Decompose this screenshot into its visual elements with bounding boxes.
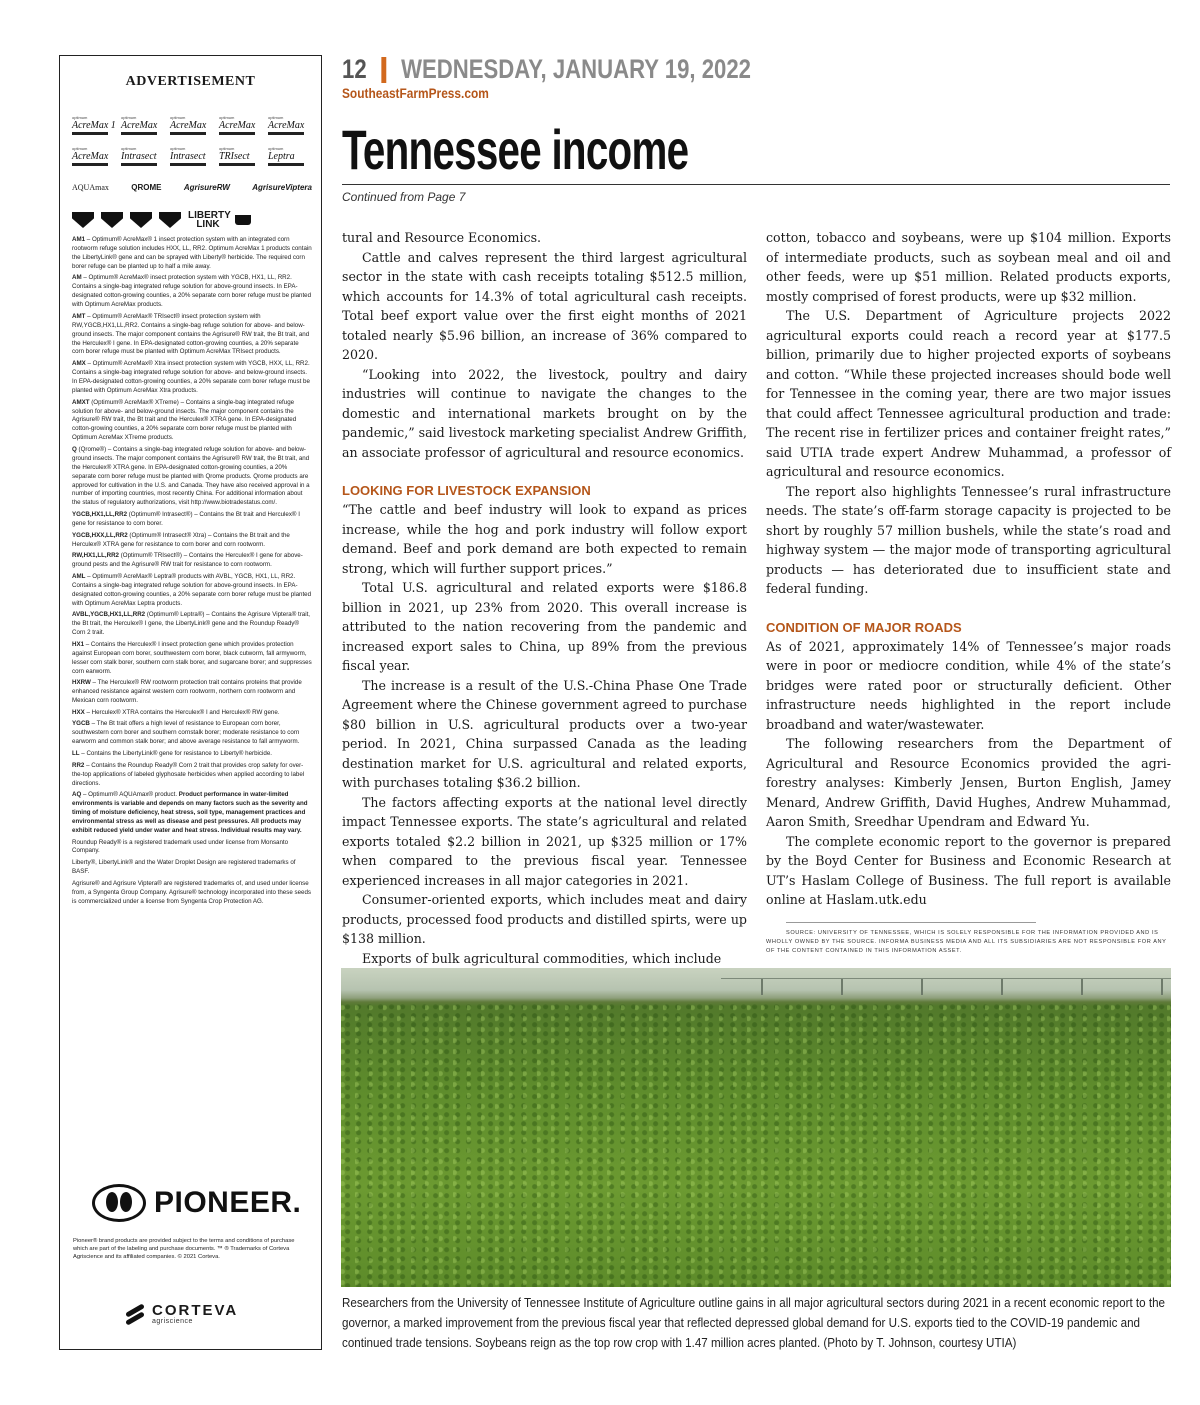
legal-text: – Contains the Roundup Ready® Corn 2 trait that provides crop safety for over-the-top applications of labeled glyphosate herbicides when applied according to label directions. — [72, 761, 305, 787]
logo-underline — [268, 132, 304, 135]
legal-text: – Optimum® AcreMax® insect protection system with YGCB, HX1, LL, RR2. Contains a single-bag integrated refuge solution for above-ground insects. In EPA-designated cotton-growing counties, a 20% separate corn borer refuge must be planted with Optimum AcreMax products. — [72, 274, 312, 309]
logo-underline — [72, 163, 108, 166]
legal-text: – Optimum® AcreMax® Leptra® products with AVBL, YGCB, HX1, LL, RR2. Contains a single-bag integrated refuge solution for above-ground insects. In EPA-designated cotton-growing counties, a 20% separate corn borer refuge must be planted with Optimum AcreMax Leptra products. — [72, 572, 312, 607]
legal-code: AMXT — [72, 398, 90, 406]
legal-entry — [72, 611, 312, 638]
article-paragraph: The complete economic report to the governor is prepared by the Boyd Center for Business and Economic Research at UT’s Haslam College of Business. The full report is available online at Haslam.utk.edu — [766, 833, 1171, 907]
page-header — [342, 54, 1170, 101]
product-logo-name: AcreMax — [121, 119, 158, 131]
product-logo — [219, 147, 263, 166]
legal-entry — [72, 679, 312, 706]
page-number: 12 — [342, 54, 367, 84]
product-logo-name: AcreMax — [72, 150, 109, 162]
product-logo-name: TRIsect — [219, 150, 250, 162]
corteva-wordmark: CORTEVA — [152, 1302, 239, 1319]
product-logo-name: AcreMax — [170, 119, 207, 131]
optimum-tag: optimum — [219, 145, 235, 151]
source-rule — [786, 922, 1036, 923]
trait-shield-icon — [101, 212, 123, 228]
agrisure-rw-logo: AgrisureRW — [183, 182, 230, 192]
optimum-tag: optimum — [121, 114, 137, 120]
legal-entry — [72, 839, 312, 857]
logo-underline — [268, 163, 304, 166]
legal-text: – Optimum® AQUAmax® product. — [81, 791, 179, 799]
legal-entry — [72, 859, 312, 877]
legal-text: (Qrome®) – Contains a single-bag integrated refuge solution for above- and below-ground insects. The major component contains the Agrisure® RW trait, the Bt trait, and the Herculex® XTRA gene. In EPA-designated cotton-growing counties, a 20% separate corn borer refuge must be planted with Qrome products. Qrome products are approved for cultivation in the U.S. and Canada. They have also received approval in a number of importing countries, most recently China. For additional information about the status of regulatory authorizations, visit http://www.biotradestatus.com/. — [72, 445, 310, 507]
optimum-tag: optimum — [170, 114, 186, 120]
libertylink-logo: LIBERTY LINK — [188, 210, 231, 230]
soybean-field-photo — [341, 968, 1171, 1287]
issue-date: WEDNESDAY, JANUARY 19, 2022 — [401, 54, 751, 84]
legal-code: YGCB,HXX,LL,RR2 — [72, 531, 128, 539]
optimum-tag: optimum — [121, 145, 137, 151]
legal-text: Agrisure® and Agrisure Viptera® are registered trademarks of, and used under license from, a Syngenta Group Company. Agrisure® technology incorporated into these seeds is commercialized under a license from Syngenta Crop Protection AG. — [72, 879, 312, 905]
legal-code: AVBL,YGCB,HX1,LL,RR2 — [72, 611, 146, 619]
legal-code: AQ — [72, 791, 82, 799]
legal-entry — [72, 274, 312, 310]
source-note: SOURCE: UNIVERSITY OF TENNESSEE, WHICH IS SOLELY RESPONSIBLE FOR THE INFORMATION PROVIDED AND IS WHOLLY OWNED BY THE SOURCE. INFORMA BUSINESS MEDIA AND ALL ITS SUBSIDIARIES ARE NOT RESPONSIBLE FOR ANY OF THE CONTENT CONTAINED IN THIS INFORMATION ASSET. — [766, 929, 1167, 954]
pioneer-oval-icon — [92, 1184, 146, 1222]
legal-entry — [72, 709, 312, 718]
pioneer-logo — [92, 1184, 301, 1222]
legal-code: AML — [72, 572, 86, 580]
logo-underline — [121, 132, 157, 135]
trait-shield-icon — [72, 212, 94, 228]
corteva-subtitle: agriscience — [152, 1318, 193, 1325]
folio — [342, 54, 1021, 85]
trait-icons-row — [72, 207, 312, 233]
advertisement-label: ADVERTISEMENT — [125, 74, 256, 89]
optimum-tag: optimum — [268, 145, 284, 151]
logo-underline — [219, 132, 255, 135]
legal-entry — [72, 511, 312, 529]
aquamax-logo: AQUAmax — [72, 182, 109, 192]
article-paragraph: “Looking into 2022, the livestock, poultry and dairy industries will continue to navigate the changes to the domestic and international markets brought on by the pandemic,” said livestock marketing specialist Andrew Griffith, an associate professor of agricultural and resource economics. — [342, 366, 747, 460]
article-column-1 — [342, 228, 747, 968]
product-logo — [72, 147, 116, 166]
article-paragraph: Exports of bulk agricultural commodities, which include — [362, 950, 722, 966]
legal-text: – The Bt trait offers a high level of resistance to European corn borer, southwestern corn borer and southern cornstalk borer; moderate resistance to corn earworm and common stalk borer; and above average resistance to fall armyworm. — [72, 720, 300, 746]
product-logo-name: Leptra — [268, 150, 295, 162]
optimum-tag: optimum — [72, 114, 88, 120]
product-logo — [170, 116, 214, 135]
legal-entry — [72, 880, 312, 907]
product-logo — [268, 147, 312, 166]
article-paragraph: The factors affecting exports at the national level directly impact Tennessee exports. The state’s agricultural and related exports totaled $2.2 billion in 2021, up $325 million or 17% when compared to the previous fiscal year. Tennessee experienced increases in all major categories in 2021. — [342, 794, 747, 888]
center-pivot-irrigation — [721, 978, 1171, 994]
headline-rule — [342, 184, 1170, 185]
legal-entry — [72, 236, 312, 272]
legal-text: – Herculex® XTRA contains the Herculex® I and Herculex® RW gene. — [84, 708, 280, 716]
trait-shield-icon — [130, 212, 152, 228]
legal-code: HXRW — [72, 679, 91, 687]
article-paragraph: cotton, tobacco and soybeans, were up $104 million. Exports of intermediate products, such as soybean meal and oil and other feeds, were up $51 million. Related products exports, mostly comprised of forest products, were up $32 million. — [766, 230, 1171, 304]
product-logo — [72, 116, 116, 135]
site-url[interactable]: SoutheastFarmPress.com — [342, 85, 489, 101]
article-column-2 — [766, 228, 1171, 956]
legal-entry — [72, 791, 312, 836]
product-logo-name: Intrasect — [170, 150, 206, 162]
legal-text: – Contains the Herculex® I insect protection gene which provides protection against European corn borer, southwestern corn borer, black cutworm, fall armyworm, lesser corn stalk borer, southern corn stalk borer, and sugarcane borer; and suppresses corn earworm. — [72, 640, 312, 675]
logo-underline — [121, 163, 157, 166]
photo-caption: Researchers from the University of Tennessee Institute of Agriculture outline gains in all major agricultural sectors during 2021 in a recent economic report to the governor, a marked improvement from the previous fiscal year that reflected depressed global demand for U.S. exports tied to the COVID-19 pandemic and continued trade tensions. Soybeans reign as the top row crop with 1.47 million acres planted. (Photo by T. Johnson, courtesy UTIA) — [342, 1296, 1166, 1350]
legal-disclaimer — [72, 236, 312, 909]
legal-text: (Optimum® AcreMax® XTreme) – Contains a single-bag integrated refuge solution for above- and below-ground insects. The major component contains the Agrisure® RW trait, the Bt trait and the Herculex® XTRA gene. In EPA-designated cotton-growing counties, a 20% separate corn borer refuge must be planted with Optimum AcreMax XTreme products. — [72, 398, 297, 442]
water-droplet-icon — [235, 215, 251, 225]
product-logo — [121, 116, 165, 135]
corteva-leaf-icon — [124, 1305, 146, 1325]
legal-code: YGCB,HX1,LL,RR2 — [72, 511, 128, 519]
legal-code: Q — [72, 445, 77, 453]
legal-text: – Optimum® AcreMax® TRIsect® insect protection system with RW,YGCB,HX1,LL,RR2. Contains a single-bag refuge solution for above- and below-ground insects. The major component contains the Agrisure® RW trait, the Bt trait, and the Herculex® I gene. In EPA-designated cotton-growing counties, a 20% separate corn borer refuge must be planted with Optimum AcreMax TRIsect products. — [72, 312, 310, 356]
legal-code: RW,HX1,LL,RR2 — [72, 552, 119, 560]
logo-row-intrasect — [72, 145, 312, 167]
optimum-tag: optimum — [170, 145, 186, 151]
legal-entry — [72, 360, 312, 396]
legal-entry — [72, 762, 312, 789]
advertisement-panel — [59, 55, 322, 1350]
optimum-tag: optimum — [72, 145, 88, 151]
product-logo — [170, 147, 214, 166]
article-paragraph: Consumer-oriented exports, which includes meat and dairy products, processed food products and distilled spirts, were up $138 million. — [342, 892, 747, 946]
optimum-tag: optimum — [219, 114, 235, 120]
legal-text: (Optimum® Intrasect®) – Contains the Bt trait and Herculex® I gene for resistance to corn borer. — [72, 511, 300, 527]
headline: Tennessee income — [342, 118, 689, 181]
logo-row-acremax — [72, 114, 312, 136]
article-paragraph: Cattle and calves represent the third largest agricultural sector in the state with cash receipts totaling $512.5 million, which accounts for 14.3% of total agricultural cash receipts. Total beef export value over the first eight months of 2021 totaled nearly $5.96 billion, an increase of 36% compared to 2020. — [342, 249, 747, 362]
legal-text: – Optimum® AcreMax® 1 insect protection system with an integrated corn rootworm refuge solution includes HXX, LL, RR2. Optimum AcreMax 1 products contain the LibertyLink® gene and can be sprayed with Liberty® herbicide. The required corn borer refuge can be planted up to half a mile away. — [72, 236, 312, 270]
legal-code: AM1 — [72, 236, 86, 243]
trait-shield-icon — [159, 212, 181, 228]
legal-entry — [72, 446, 312, 508]
legal-entry — [72, 641, 312, 677]
legal-code: AMT — [72, 312, 86, 320]
folio-divider — [381, 57, 386, 83]
legal-entry — [72, 750, 312, 759]
legal-entry — [72, 313, 312, 358]
legal-code: HX1 — [72, 640, 85, 648]
section-subhead: CONDITION OF MAJOR ROADS — [766, 619, 962, 635]
legal-entry — [72, 552, 312, 570]
article-paragraph: The following researchers from the Department of Agricultural and Resource Economics provided the agri-forestry analyses: Kimberly Jensen, Burton English, Jamey Menard, Andrew Griffith, David Hughes, Andrew Muhammad, Aaron Smith, Sreedhar Upendram and Edward Yu. — [766, 736, 1171, 829]
article-paragraph: The report also highlights Tennessee’s rural infrastructure needs. The state’s off-farm storage capacity is projected to be short by roughly 57 million bushels, while the state’s road and highway system — the major mode of transporting agricultural products — has deteriorated due to insufficient state and federal funding. — [766, 483, 1171, 596]
continued-from: Continued from Page 7 — [342, 190, 466, 204]
product-logo — [219, 116, 263, 135]
legal-entry — [72, 573, 312, 609]
product-logo-name: Intrasect — [121, 150, 157, 162]
logo-underline — [219, 163, 255, 166]
logo-underline — [170, 163, 206, 166]
article-paragraph: tural and Resource Economics. — [342, 230, 542, 245]
legal-emphasis: Product performance in water-limited environments is variable and depends on many factors such as the severity and timing of moisture deficiency, heat stress, soil type, management practices and environmental stress as well as disease and pest pressures. All products may exhibit reduced yield under water and heat stress. Individual results may vary. — [72, 791, 308, 834]
optimum-tag: optimum — [268, 114, 284, 120]
legal-text: – Optimum® AcreMax® Xtra insect protection system with YGCB, HXX, LL, RR2. Contains a single-bag integrated refuge solution for above- and below-ground insects. In EPA-designated cotton-growing counties, a 20% separate corn borer refuge must be planted with Optimum AcreMax Xtra products. — [72, 360, 310, 394]
legal-code: AM — [72, 274, 82, 282]
product-logo — [121, 147, 165, 166]
legal-entry — [72, 399, 312, 444]
legal-text: (Optimum® Intrasect® Xtra) – Contains the Bt trait and the Herculex® XTRA gene for resistance to corn borer and corn rootworm. — [72, 531, 290, 548]
section-subhead: LOOKING FOR LIVESTOCK EXPANSION — [342, 483, 591, 498]
legal-text: – Contains the LibertyLink® gene for resistance to Liberty® herbicide. — [79, 749, 273, 757]
legal-text: (Optimum® TRIsect®) – Contains the Herculex® I gene for above-ground pests and the Agrisure® RW trait for resistance to corn rootworm. — [72, 552, 303, 569]
article-paragraph: “The cattle and beef industry will look to expand as prices increase, while the hog and pork industry will follow export demand. Beef and pork demand are both expected to remain strong, which will further support prices.” — [342, 502, 747, 576]
pioneer-wordmark: PIONEER. — [154, 1186, 302, 1219]
legal-text: (Optimum® Leptra®) – Contains the Agrisure Viptera® trait, the Bt trait, the Herculex® I gene, the LibertyLink® gene and the Roundup Ready® Corn 2 trait. — [72, 611, 311, 637]
article-paragraph: The increase is a result of the U.S.-China Phase One Trade Agreement where the Chinese government agreed to purchase $80 billion in U.S. agricultural products over a two-year period. In 2021, China surpassed Canada as the leading destination market for U.S. agricultural and related exports, with purchases totaling $36.2 billion. — [342, 677, 747, 790]
legal-code: LL — [72, 749, 80, 757]
legal-code: HXX — [72, 708, 85, 716]
legal-code: YGCB — [72, 720, 90, 728]
article-paragraph: The U.S. Department of Agriculture projects 2022 agricultural exports could reach a record year at $177.5 billion, primarily due to higher projected exports of soybeans and cotton. “While these projected increases should bode well for Tennessee in the coming year, there are two major issues that could affect Tennessee agricultural production and trade: The recent rise in fertilizer prices and container freight rates,” said UTIA trade expert Andrew Muhammad, a professor of agricultural and resource economics. — [766, 308, 1171, 479]
product-logo-name: AcreMax — [219, 119, 256, 131]
product-logo — [268, 116, 312, 135]
logo-row-brands — [72, 176, 312, 198]
legal-code: AMX — [72, 360, 86, 368]
legal-text: – The Herculex® RW rootworm protection trait contains proteins that provide enhanced resistance against western corn rootworm, northern corn rootworm and Mexican corn rootworm. — [72, 679, 302, 705]
legal-entry — [72, 720, 312, 747]
legal-code: RR2 — [72, 761, 85, 769]
logo-underline — [72, 132, 108, 135]
legal-entry — [72, 532, 312, 550]
logo-underline — [170, 132, 206, 135]
product-logo-name: AcreMax — [268, 119, 305, 131]
agrisure-viptera-logo: AgrisureViptera — [252, 182, 312, 192]
product-logo-name: AcreMax 1 — [72, 119, 116, 131]
legal-text: Liberty®, LibertyLink® and the Water Droplet Design are registered trademarks of BASF. — [72, 859, 296, 876]
corteva-logo — [124, 1304, 238, 1325]
qrome-logo: QROME — [131, 182, 162, 192]
product-logo-grid — [72, 114, 312, 233]
article-paragraph: As of 2021, approximately 14% of Tennessee’s major roads were in poor or mediocre condition, while 4% of the state’s bridges were rated poor or structurally deficient. Other infrastructure needs highlighted in the report include broadband and water/wastewater. — [766, 638, 1171, 732]
article-paragraph: Total U.S. agricultural and related exports were $186.8 billion in 2021, up 23% from 2020. This overall increase is attributed to the nation recovering from the pandemic and increased export sales to China, up 89% from the previous fiscal year. — [342, 580, 747, 673]
pioneer-fine-print: Pioneer® brand products are provided subject to the terms and conditions of purchase which are part of the labeling and purchase documents. ™ ® Trademarks of Corteva Agriscience and its affiliated companies. © 2021 Corteva. — [73, 1238, 295, 1260]
legal-text: Roundup Ready® is a registered trademark used under license from Monsanto Company. — [72, 838, 289, 855]
